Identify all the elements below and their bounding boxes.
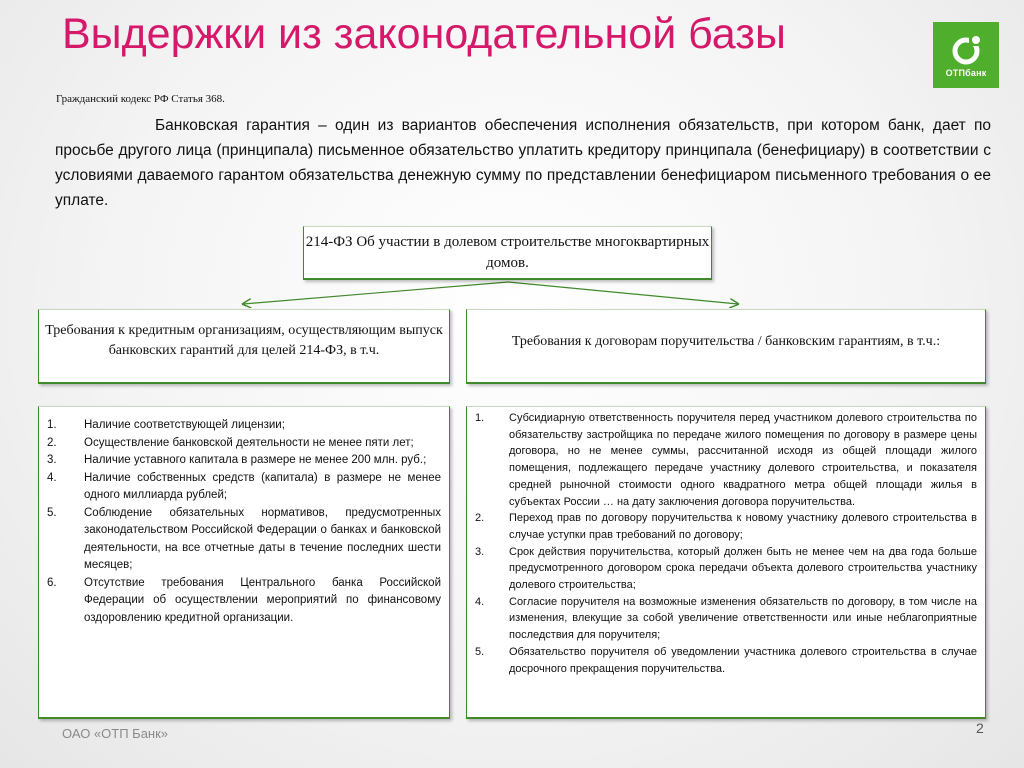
list-item: [475, 510, 977, 543]
logo-text: ОТПбанк: [945, 68, 987, 78]
list-item-text: Отсутствие требования Центрального банка Российской Федерации об осуществлении мероприятий по финансовому оздоровлению кредитной организации.: [84, 576, 441, 624]
right-heading-text: Требования к договорам поручительства / банковским гарантиям, в т.ч.:: [511, 334, 941, 349]
footer-company: ОАО «ОТП Банк»: [62, 726, 169, 741]
list-item-number: 6.: [47, 576, 57, 589]
right-requirements-box: [466, 406, 986, 719]
list-item-text: Наличие собственных средств (капитала) в размере не менее одного миллиарда рублей;: [84, 471, 441, 501]
list-item-number: 1.: [475, 412, 485, 424]
law-box-text: 214-ФЗ Об участии в долевом строительстве многоквартирных домов.: [305, 234, 710, 271]
otp-bank-logo: [933, 22, 999, 88]
list-item: [47, 505, 441, 575]
list-item-number: 2.: [475, 512, 485, 525]
list-item-number: 3.: [47, 454, 57, 466]
arrow-left: [243, 282, 508, 304]
list-item-text: Наличие уставного капитала в размере не менее 200 млн. руб.;: [84, 454, 427, 466]
list-item-number: 5.: [47, 506, 57, 519]
right-requirements-list: [475, 410, 977, 677]
page-number: 2: [976, 720, 984, 736]
list-item: [475, 410, 977, 510]
slide-title: Выдержки из законодательной базы: [62, 10, 786, 58]
list-item: [47, 575, 441, 628]
list-item-text: Переход прав по договору поручительства к новому участнику долевого строительства в случае уступки прав требований по договору;: [509, 512, 977, 541]
list-item-text: Наличие соответствующей лицензии;: [84, 419, 285, 431]
left-requirements-box: [38, 406, 450, 719]
list-item-text: Срок действия поручительства, который должен быть не менее чем на два года больше предусмотренного договором срока передачи объекта долевого строительства участнику долевого строительства;: [509, 545, 977, 592]
list-item-text: Обязательство поручителя об уведомлении участника долевого строительства в случае досрочного прекращения поручительства.: [509, 645, 977, 675]
list-item: [475, 644, 977, 677]
left-requirements-list: [47, 417, 441, 627]
list-item: [475, 594, 977, 644]
law-box: [303, 226, 712, 280]
arrow-right: [508, 282, 738, 304]
list-item-number: 4.: [475, 595, 485, 608]
list-item-number: 1.: [47, 419, 57, 431]
list-item-text: Согласие поручителя на возможные изменения обязательств по договору, в том числе на изменения, влекущие за собой увеличение ответственности или иные неблагоприятные последствия для поручителя;: [509, 595, 977, 642]
intro-paragraph: Банковская гарантия – один из вариантов обеспечения исполнения обязательств, при котором банк, дает по просьбе другого лица (принципала) письменное обязательство уплатить кредитору принципала (бенефициару) в соответствии с условиями даваемого гарантом обязательства денежную сумму по представлении бенефициаром письменного требования о ее уплате.: [55, 117, 991, 209]
list-item: [47, 452, 441, 470]
source-reference: Гражданский кодекс РФ Статья 368.: [56, 93, 225, 105]
list-item: [475, 544, 977, 594]
list-item-number: 5.: [475, 645, 485, 658]
list-item: [47, 417, 441, 435]
left-heading-box: [38, 309, 450, 384]
list-item-text: Осуществление банковской деятельности не менее пяти лет;: [84, 436, 414, 449]
list-item-text: Соблюдение обязательных нормативов, предусмотренных законодательством Российской Федерации о банках и банковской деятельности, на все отчетные даты в течение последних шести месяцев;: [84, 506, 441, 571]
otp-logo-icon: [949, 32, 983, 66]
list-item-text: Субсидиарную ответственность поручителя перед участником долевого строительства по обязательству застройщика по передаче жилого помещения по договору в размере цены договора, но не менее суммы, рассчитанной исходя из общей площади жилого помещения, подлежащего передаче участнику долевого строительства, и показателя средней рыночной стоимости одного квадратного метра общей площади жилья в субъектах России … на дату заключения договора поручительства.: [509, 412, 977, 508]
list-item: [47, 470, 441, 505]
list-item-number: 4.: [47, 471, 57, 484]
right-heading-box: [466, 309, 986, 384]
list-item-number: 2.: [47, 436, 57, 449]
left-heading-text: Требования к кредитным организациям, осуществляющим выпуск банковских гарантий для целей 214-ФЗ, в т.ч.: [45, 323, 443, 358]
list-item: [47, 435, 441, 453]
list-item-number: 3.: [475, 545, 485, 558]
